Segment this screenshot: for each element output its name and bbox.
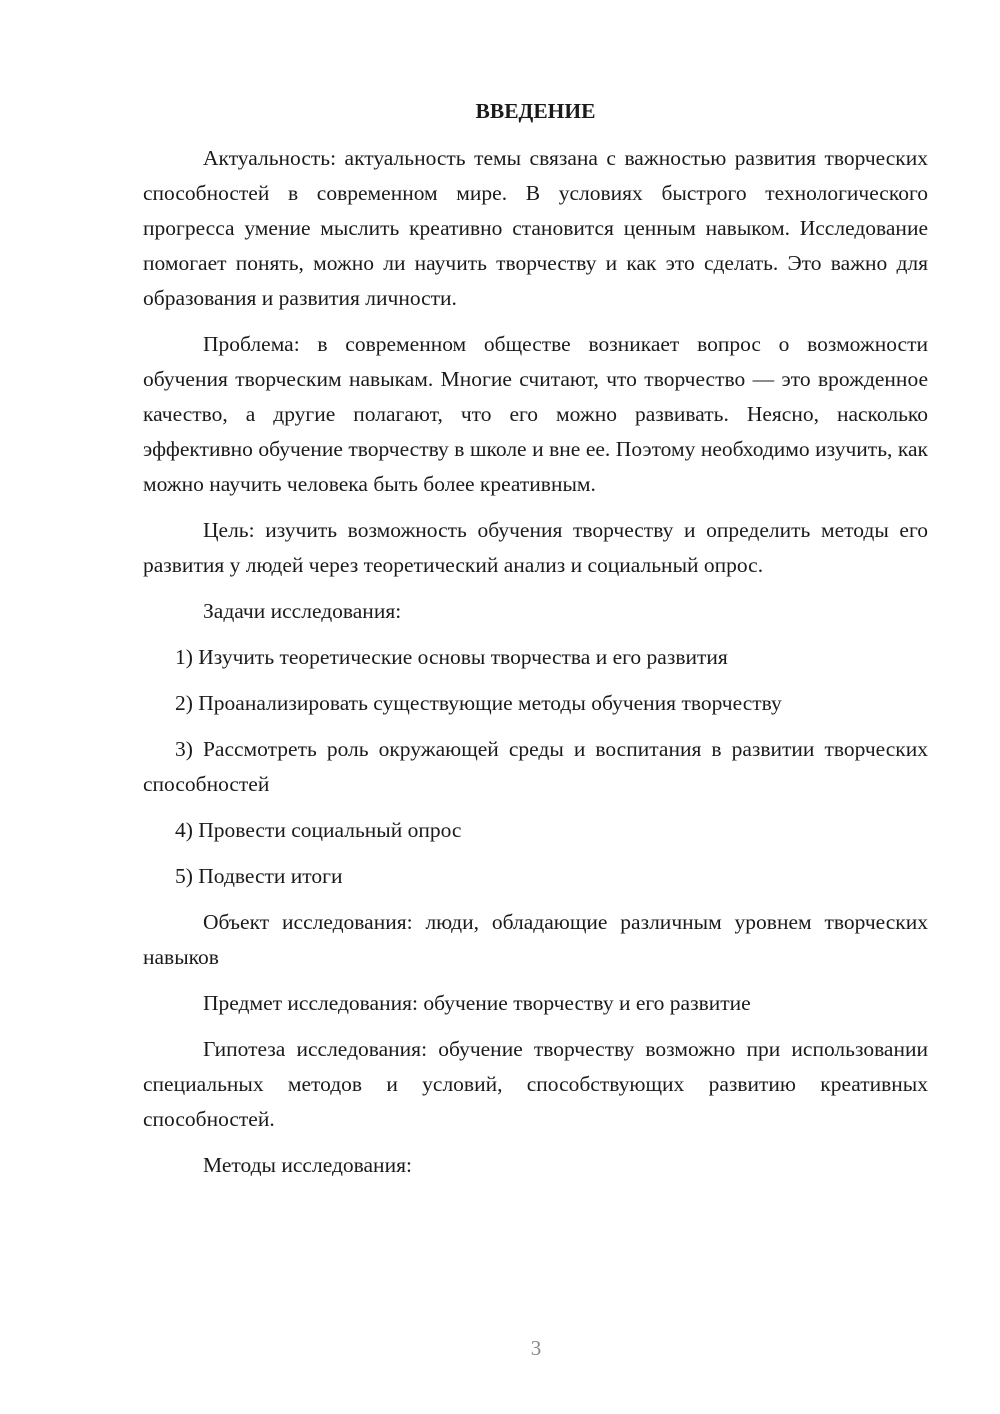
paragraph-problem: Проблема: в современном обществе возникает вопрос о возможности обучения творческим навыкам. Многие считают, что творчество — это врожденное качество, а другие полагают, что его можно развивать. Неясно, насколько эффективно обучение творчеству в школе и вне ее. Поэтому необходимо изучить, как можно научить человека быть более креативным. [143, 332, 928, 496]
task-item-1: 1) Изучить теоретические основы творчества и его развития [175, 645, 728, 669]
paragraph-hypothesis: Гипотеза исследования: обучение творчеству возможно при использовании специальных методов и условий, способствующих развитию креативных способностей. [143, 1037, 928, 1131]
page-content [143, 94, 928, 1194]
task-item-4: 4) Провести социальный опрос [175, 818, 462, 842]
paragraph-subject: Предмет исследования: обучение творчеству и его развитие [203, 991, 751, 1015]
task-item-3: 3) Рассмотреть роль окружающей среды и воспитания в развитии творческих способностей [143, 737, 928, 796]
task-item-5: 5) Подвести итоги [175, 864, 343, 888]
paragraph-goal: Цель: изучить возможность обучения творчеству и определить методы его развития у людей через теоретический анализ и социальный опрос. [143, 518, 928, 577]
tasks-heading: Задачи исследования: [203, 599, 402, 623]
section-title: ВВЕДЕНИЕ [475, 99, 596, 123]
task-item-2: 2) Проанализировать существующие методы обучения творчеству [175, 691, 782, 715]
paragraph-relevance: Актуальность: актуальность темы связана с важностью развития творческих способностей в современном мире. В условиях быстрого технологического прогресса умение мыслить креативно становится ценным навыком. Исследование помогает понять, можно ли научить творчеству и как это сделать. Это важно для образования и развития личности. [143, 146, 928, 310]
page-number: 3 [530, 1336, 542, 1360]
methods-heading: Методы исследования: [203, 1153, 412, 1177]
paragraph-object: Объект исследования: люди, обладающие различным уровнем творческих навыков [143, 910, 928, 969]
